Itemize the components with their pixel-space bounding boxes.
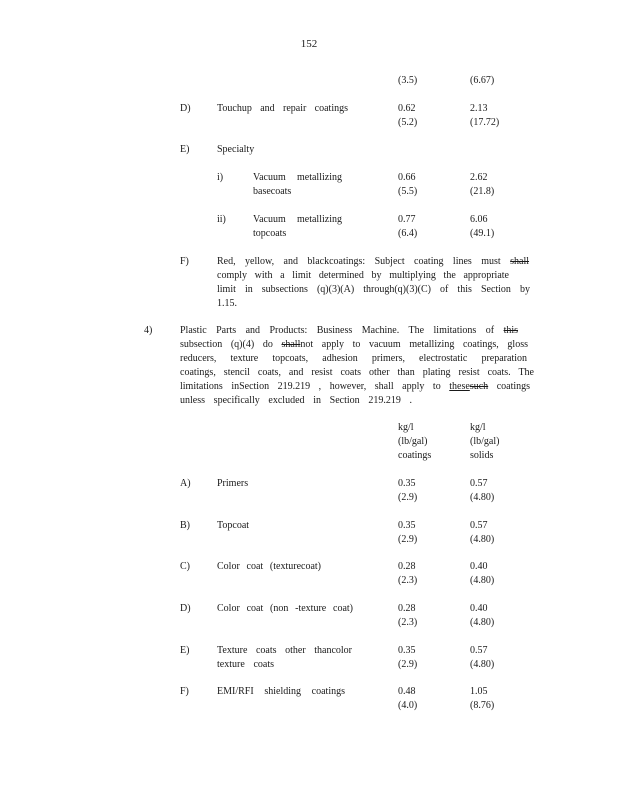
coatings-value: 0.35 xyxy=(398,645,416,656)
coatings-value-metric: (2.9) xyxy=(398,534,418,545)
coatings-value: 0.77 xyxy=(398,214,416,225)
solids-value: 0.40 xyxy=(470,603,488,614)
solids-value: 6.06 xyxy=(470,214,488,225)
row-name: Primers xyxy=(217,478,249,489)
paragraph-line: limit in subsections (q)(3)(A) through(q)(3)(C) of this Section by xyxy=(217,284,530,295)
solids-value-metric: (49.1) xyxy=(470,228,495,239)
solids-value-metric: (8.76) xyxy=(470,700,495,711)
row-name: Specialty xyxy=(217,144,255,155)
paragraph-line: 1.15. xyxy=(217,298,237,309)
underlined-text: these xyxy=(449,381,470,392)
solids-value: 2.62 xyxy=(470,172,488,183)
paragraph-line: unless specifically excluded in Section 219.219 . xyxy=(180,395,412,406)
continuation-solids-value: (6.67) xyxy=(470,75,495,86)
coatings-value: 0.62 xyxy=(398,103,416,114)
row-label: F) xyxy=(180,686,189,697)
coatings-value-metric: (5.2) xyxy=(398,117,418,128)
header-coatings-label: coatings xyxy=(398,450,432,461)
row-label: C) xyxy=(180,561,190,572)
continuation-coatings-value: (3.5) xyxy=(398,75,418,86)
row-label: B) xyxy=(180,520,190,531)
subrow-name-cont: topcoats xyxy=(253,228,287,239)
coatings-value: 0.48 xyxy=(398,686,416,697)
solids-value: 2.13 xyxy=(470,103,488,114)
struck-text: such xyxy=(469,381,489,392)
solids-value-metric: (4.80) xyxy=(470,492,495,503)
header-solids-unit: kg/l xyxy=(470,422,486,433)
coatings-value: 0.28 xyxy=(398,561,416,572)
row-name: Color coat (texturecoat) xyxy=(217,561,321,572)
row-name: EMI/RFI shielding coatings xyxy=(217,686,345,697)
header-coatings-unit: kg/l xyxy=(398,422,414,433)
header-solids-unit-alt: (lb/gal) xyxy=(470,436,500,447)
paragraph-line: limitations inSection 219.219 , however, shall apply to thesesuch coatings xyxy=(180,381,531,392)
struck-text: shall xyxy=(510,256,530,267)
paragraph-line: coatings, stencil coats, and resist coats other than plating resist coats. The xyxy=(180,367,534,378)
subrow-label: i) xyxy=(217,172,224,183)
solids-value-metric: (4.80) xyxy=(470,659,495,670)
solids-value-metric: (4.80) xyxy=(470,575,495,586)
row-name: Topcoat xyxy=(217,520,250,531)
paragraph-line: Plastic Parts and Products: Business Machine. The limitations of this xyxy=(180,325,519,336)
row-name: Texture coats other thancolor xyxy=(217,645,352,656)
row-label: F) xyxy=(180,256,189,267)
subrow-name: Vacuum metallizing xyxy=(253,172,342,183)
page-number: 152 xyxy=(300,38,318,50)
subrow-name: Vacuum metallizing xyxy=(253,214,342,225)
solids-value: 0.57 xyxy=(470,478,488,489)
solids-value-metric: (4.80) xyxy=(470,534,495,545)
coatings-value-metric: (2.3) xyxy=(398,575,418,586)
solids-value-metric: (4.80) xyxy=(470,617,495,628)
coatings-value-metric: (6.4) xyxy=(398,228,418,239)
row-name: Touchup and repair coatings xyxy=(217,103,348,114)
subrow-name-cont: basecoats xyxy=(253,186,292,197)
row-label: E) xyxy=(180,645,190,656)
paragraph-line: Red, yellow, and blackcoatings: Subject coating lines must shall xyxy=(217,256,530,267)
row-label: D) xyxy=(180,103,191,114)
coatings-value: 0.35 xyxy=(398,478,416,489)
coatings-value: 0.28 xyxy=(398,603,416,614)
row-name-cont: texture coats xyxy=(217,659,274,670)
solids-value: 0.57 xyxy=(470,520,488,531)
row-label: E) xyxy=(180,144,190,155)
solids-value-metric: (21.8) xyxy=(470,186,495,197)
header-coatings-unit-alt: (lb/gal) xyxy=(398,436,428,447)
solids-value-metric: (17.72) xyxy=(470,117,500,128)
coatings-value-metric: (2.9) xyxy=(398,492,418,503)
coatings-value-metric: (4.0) xyxy=(398,700,418,711)
coatings-value-metric: (2.9) xyxy=(398,659,418,670)
solids-value: 1.05 xyxy=(470,686,488,697)
subrow-label: ii) xyxy=(217,214,226,225)
coatings-value: 0.35 xyxy=(398,520,416,531)
section-number: 4) xyxy=(144,325,153,336)
paragraph-line: reducers, texture topcoats, adhesion primers, electrostatic preparation xyxy=(180,353,527,364)
row-label: A) xyxy=(180,478,191,489)
paragraph-line: comply with a limit determined by multiplying the appropriate xyxy=(217,270,509,281)
row-name: Color coat (non -texture coat) xyxy=(217,603,353,614)
struck-text: this xyxy=(503,325,519,336)
coatings-value: 0.66 xyxy=(398,172,416,183)
row-label: D) xyxy=(180,603,191,614)
coatings-value-metric: (2.3) xyxy=(398,617,418,628)
paragraph-line: subsection (q)(4) do shallnot apply to vacuum metallizing coatings, gloss xyxy=(180,339,528,350)
header-solids-label: solids xyxy=(470,450,494,461)
coatings-value-metric: (5.5) xyxy=(398,186,418,197)
solids-value: 0.57 xyxy=(470,645,488,656)
struck-text: shall xyxy=(281,339,301,350)
solids-value: 0.40 xyxy=(470,561,488,572)
